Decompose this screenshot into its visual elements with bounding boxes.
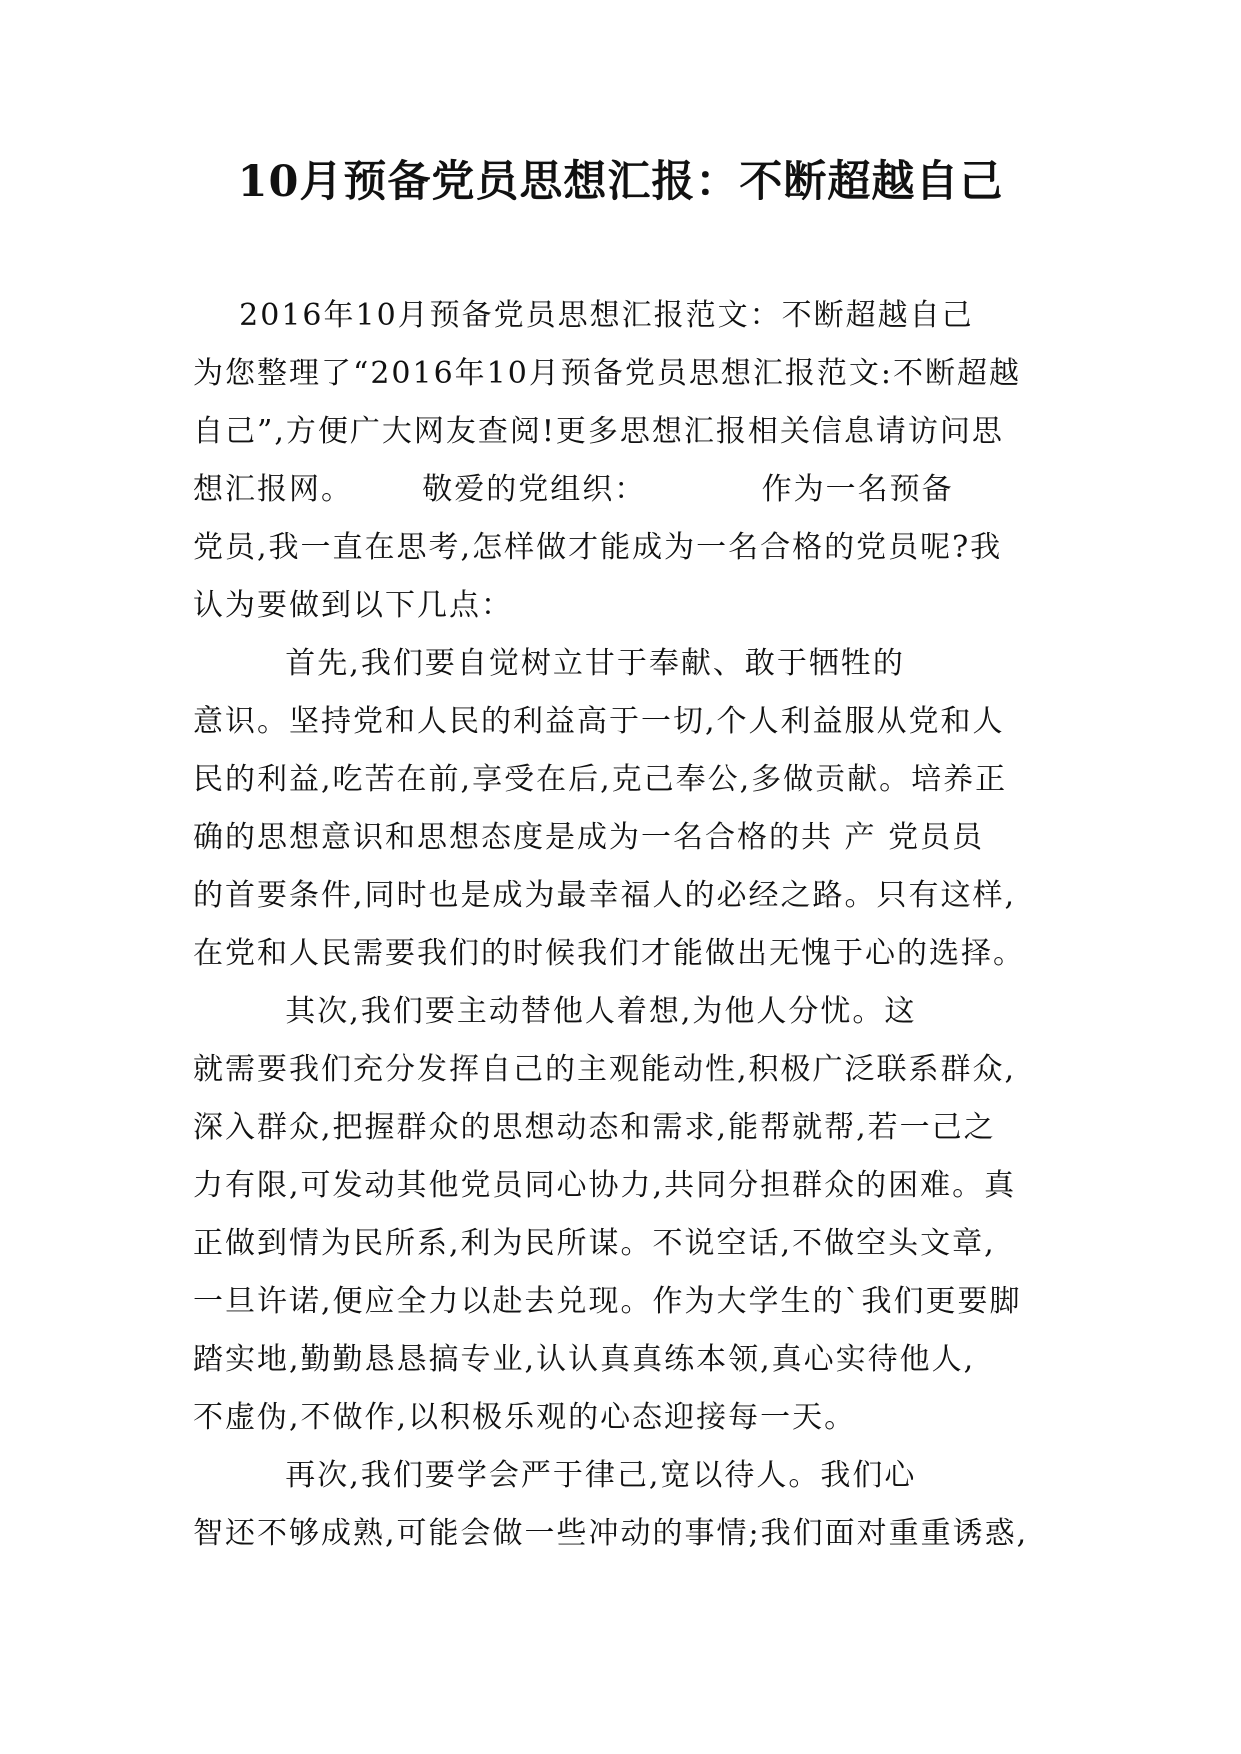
- body-line: 想汇报网。 敬爱的党组织： 作为一名预备: [193, 472, 954, 507]
- body-line: 就需要我们充分发挥自己的主观能动性,积极广泛联系群众,: [193, 1052, 1017, 1087]
- document-body: [193, 287, 1073, 1563]
- body-line: 自己”,方便广大网友查阅!更多思想汇报相关信息请访问思: [193, 414, 1004, 449]
- body-line: 意识。坚持党和人民的利益高于一切,个人利益服从党和人: [193, 704, 1005, 739]
- body-line: 民的利益,吃苦在前,享受在后,克己奉公,多做贡献。培养正: [193, 762, 1008, 797]
- body-line: 深入群众,把握群众的思想动态和需求,能帮就帮,若一己之: [193, 1110, 996, 1145]
- body-line: 在党和人民需要我们的时候我们才能做出无愧于心的选择。: [193, 936, 1025, 971]
- body-line: 为您整理了“2016年10月预备党员思想汇报范文:不断超越: [193, 356, 1021, 391]
- body-line: 认为要做到以下几点：: [193, 588, 513, 623]
- body-line: 确的思想意识和思想态度是成为一名合格的共 产 党员员: [193, 820, 985, 855]
- body-line: 不虚伪,不做作,以积极乐观的心态迎接每一天。: [193, 1400, 857, 1435]
- body-line: 一旦许诺,便应全力以赴去兑现。作为大学生的`我们更要脚: [193, 1284, 1022, 1319]
- body-line: 智还不够成熟,可能会做一些冲动的事情;我们面对重重诱惑,: [193, 1516, 1029, 1551]
- body-line: 踏实地,勤勤恳恳搞专业,认认真真练本领,真心实待他人,: [193, 1342, 976, 1377]
- body-line: 其次,我们要主动替他人着想,为他人分忧。这: [193, 994, 917, 1029]
- body-line: 党员,我一直在思考,怎样做才能成为一名合格的党员呢?我: [193, 530, 1003, 565]
- body-line: 正做到情为民所系,利为民所谋。不说空话,不做空头文章,: [193, 1226, 996, 1261]
- body-line: 再次,我们要学会严于律己,宽以待人。我们心: [193, 1458, 917, 1493]
- body-line: 2016年10月预备党员思想汇报范文：不断超越自己: [193, 298, 974, 333]
- body-line: 力有限,可发动其他党员同心协力,共同分担群众的困难。真: [193, 1168, 1017, 1203]
- body-line: 首先,我们要自觉树立甘于奉献、敢于牺牲的: [193, 646, 905, 681]
- document-title: 10月预备党员思想汇报：不断超越自己: [237, 157, 1004, 207]
- body-line: 的首要条件,同时也是成为最幸福人的必经之路。只有这样,: [193, 878, 1017, 913]
